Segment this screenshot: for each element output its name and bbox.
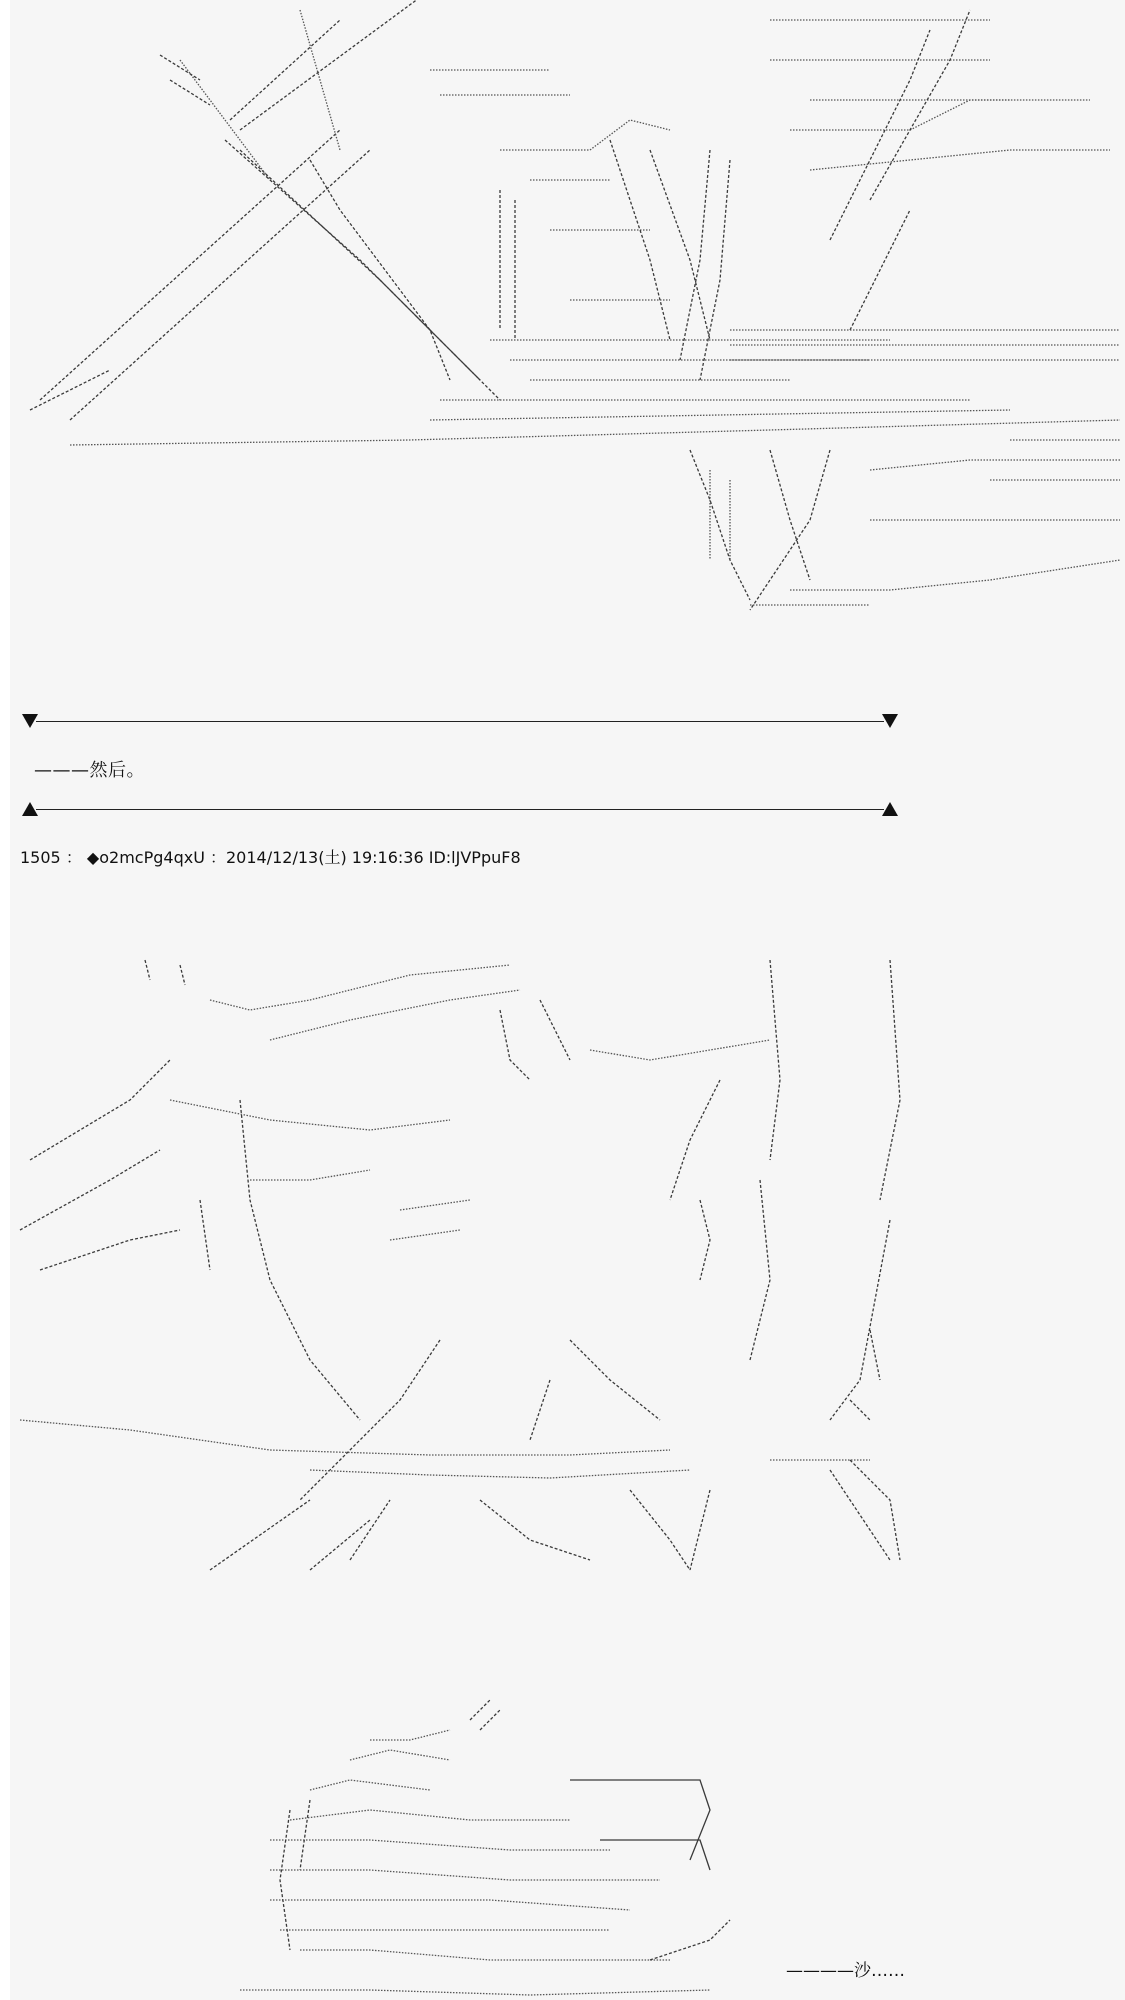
panel-divider-bottom — [22, 802, 898, 818]
down-triangle-icon — [882, 714, 898, 728]
divider-line — [36, 721, 884, 722]
up-triangle-icon — [882, 802, 898, 816]
ascii-art-illustrations — [10, 0, 1125, 2000]
post-header — [20, 845, 521, 868]
post-separator: ： — [65, 848, 82, 867]
thread-page — [10, 0, 1125, 2000]
narration-caption: ———然后。 — [34, 760, 145, 781]
post-number[interactable]: 1505 — [20, 848, 61, 867]
divider-line — [36, 809, 884, 810]
bottom-ascii-art — [240, 1700, 730, 1995]
post-datetime: ：2014/12/13(土) 19:16:36 — [210, 848, 424, 867]
sound-effect-text: ————沙…… — [786, 1961, 905, 1981]
poster-id[interactable]: ID:lJVPpuF8 — [428, 848, 521, 867]
poster-name: ◆o2mcPg4qxU — [86, 848, 205, 867]
panel-divider-top — [22, 714, 898, 730]
top-ascii-art — [30, 0, 1120, 610]
middle-ascii-art — [20, 960, 900, 1570]
